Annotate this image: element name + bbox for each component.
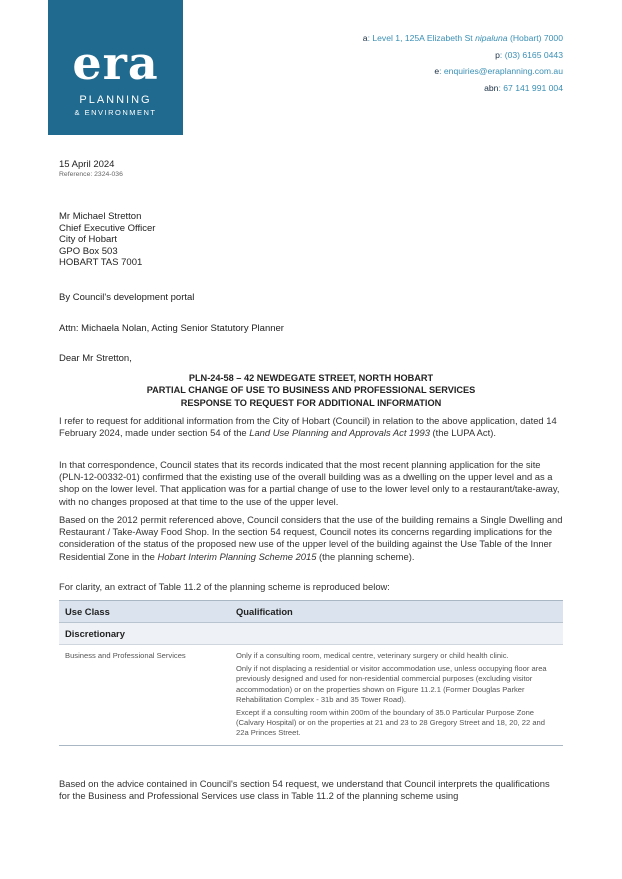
table-header-row (59, 601, 563, 623)
table-row (59, 645, 563, 746)
paragraph-4: For clarity, an extract of Table 11.2 of the planning scheme is reproduced below: (59, 581, 390, 592)
header-qualification: Qualification (236, 601, 563, 623)
paragraph-5: Based on the advice contained in Council's section 54 request, we understand that Council interprets the qualifications for the Business and Professional Services use class in Table 11.2 of the planning scheme using (59, 778, 550, 802)
reference-number: Reference: 2324-036 (59, 171, 123, 178)
use-table (59, 600, 563, 746)
recipient-name: Mr Michael Stretton (59, 211, 142, 222)
recipient-address (59, 211, 155, 269)
contact-phone: p: (03) 6165 0443 (495, 49, 563, 60)
use-class-cell: Business and Professional Services (59, 645, 236, 746)
subject-line-1: PLN-24-58 – 42 NEWDEGATE STREET, NORTH HOBART (188, 373, 434, 383)
recipient-box: GPO Box 503 (59, 245, 118, 257)
recipient-title: Chief Executive Officer (59, 222, 156, 234)
logo-text-planning: PLANNING (79, 94, 152, 106)
paragraph-2: In that correspondence, Council states that its records indicated that the most recent planning application for the site (PLN-12-00332-01) confirmed that the existing use of the overall building was as a dwelling on the upper level and as a shop on the lower level. That application was for a partial change of use to the lower level only to a restaurant/take-away, with no changes proposed at that time to the use of the upper level. (59, 459, 560, 507)
era-logo (48, 0, 183, 135)
qualification-1: Only if a consulting room, medical centre, veterinary surgery or child health clinic. (236, 651, 509, 660)
logo-text-environment: & ENVIRONMENT (74, 108, 157, 117)
recipient-org: City of Hobart (59, 234, 118, 246)
subject-line-2: PARTIAL CHANGE OF USE TO BUSINESS AND PROFESSIONAL SERVICES (146, 385, 476, 396)
qualification-cell (236, 645, 563, 746)
contact-block (363, 30, 563, 97)
qualification-3: Except if a consulting room within 200m of the boundary of 35.0 Particular Purpose Zone (Calvary Hospital) or on the properties at 21 and 23 to 28 Gregory Street and 18, 20, 22 and 22a Princes Street. (236, 708, 545, 738)
letter-date: 15 April 2024 (59, 159, 115, 170)
qualification-2: Only if not displacing a residential or visitor accommodation use, unless occupying floor area previously designed and used for non-residential commercial purposes (excluding visitor accommodation) or on the properties shown on Figure 11.2.1 (Former Douglas Parker Rehabilitation Complex - 31b and 35 Tower Road). (236, 664, 547, 704)
paragraph-3: Based on the 2012 permit referenced above, Council considers that the use of the building remains a Single Dwelling and Restaurant / Take-Away Food Shop. In the section 54 request, Council notes its concerns regarding implications for the consideration of the status of the proposed new use of the upper level of the building against the Use Table of the Inner Residential Zone in the Hobart Interim Planning Scheme 2015 (the planning scheme). (59, 514, 563, 562)
header-use-class: Use Class (59, 601, 236, 623)
section-discretionary: Discretionary (59, 623, 563, 645)
table-section-row (59, 623, 563, 645)
contact-email[interactable]: e: enquiries@eraplanning.com.au (434, 66, 563, 77)
recipient-city: HOBART TAS 7001 (59, 257, 143, 269)
logo-mark: era (72, 36, 159, 90)
contact-abn: abn: 67 141 991 004 (484, 83, 563, 94)
delivery-method: By Council's development portal (59, 292, 195, 303)
contact-address: a: Level 1, 125A Elizabeth St nipaluna (Hobart) 7000 (362, 33, 563, 43)
subject-line-3: RESPONSE TO REQUEST FOR ADDITIONAL INFORMATION (180, 397, 442, 408)
salutation: Dear Mr Stretton, (59, 353, 132, 364)
paragraph-1: I refer to request for additional information from the City of Hobart (Council) in relation to the above application, dated 14 February 2024, made under section 54 of the Land Use Planning and Approvals Act 1993 (the LUPA Act). (59, 415, 557, 439)
subject-headings (59, 372, 563, 409)
attention-line: Attn: Michaela Nolan, Acting Senior Statutory Planner (59, 323, 284, 334)
